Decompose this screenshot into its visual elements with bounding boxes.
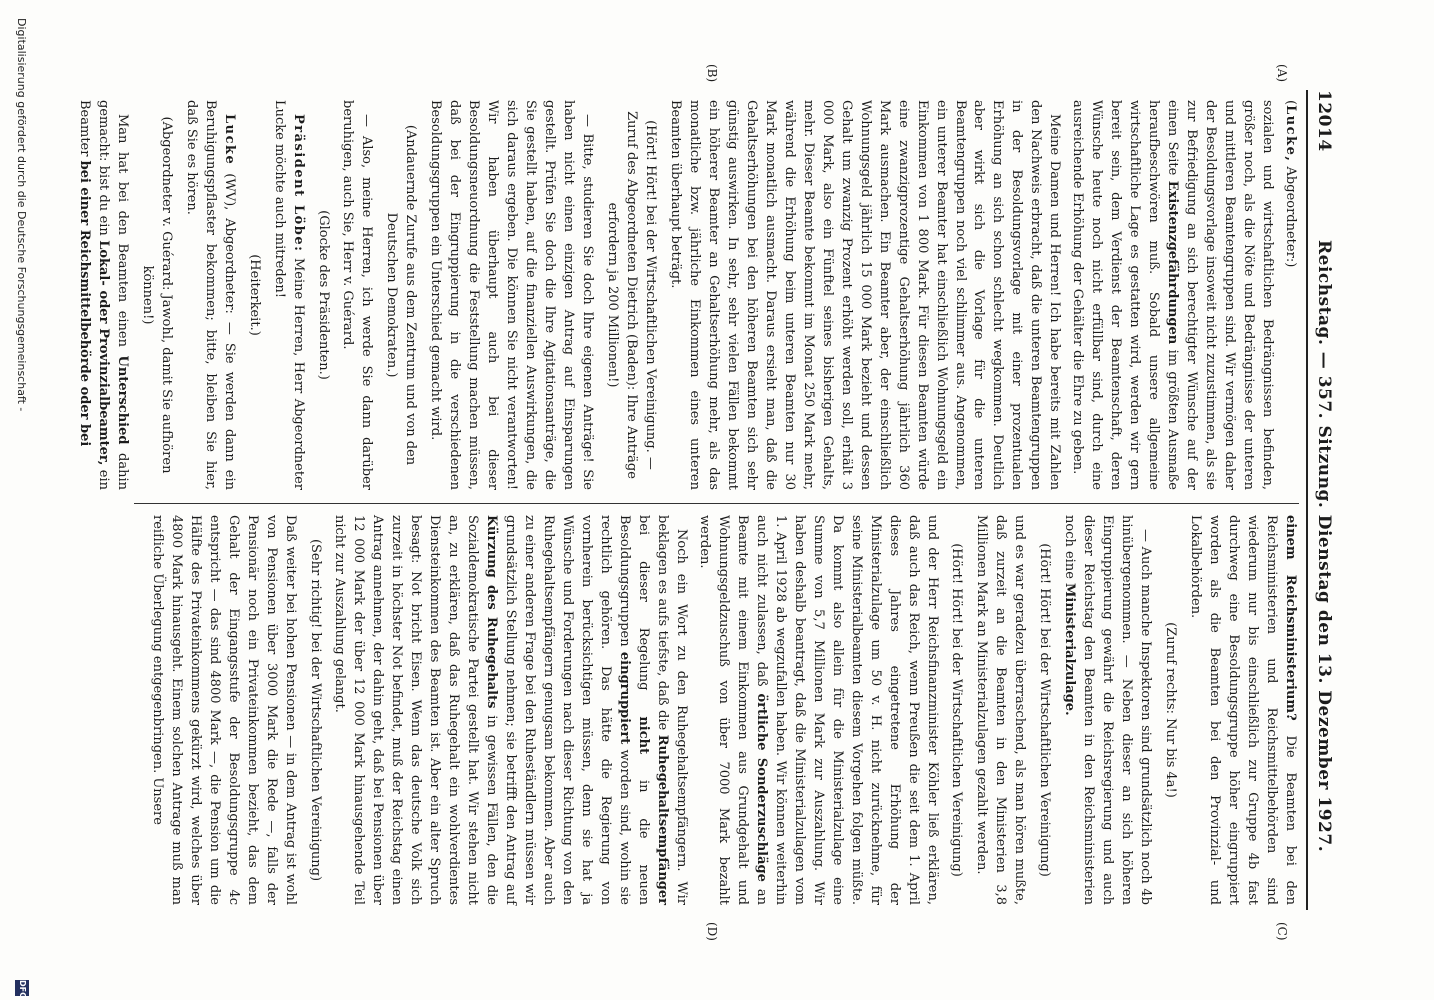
interjection: (Hört! Hört! bei der Wirtschaftlichen Vereinigung) (1037, 543, 1053, 877)
right-column (134, 515, 1299, 905)
paragraph-text: in die neuen Besoldungsgruppen (617, 515, 651, 905)
emphasis: örtliche Sonderzuschläge (753, 693, 769, 882)
interjection: (Hört! Hört! bei der Wirtschaftlichen Vereinigung. — Zuruf des Abgeordneten Dietrich (Baden): Ihre Anträge erfordern ja 200 Millionen!) (605, 111, 659, 479)
paragraph-text: (WV), Abgeordneter: — Sie werden dann ein Beruhigungspflaster bekommen; bitte, bleiben Sie hier, daß Sie es hören. (183, 100, 237, 490)
paragraph-text: — Auch manche Inspektoren sind grundsätzlich noch 4b hinübergenommen. — Neben dieser an sich höheren Eingruppierung gewährt die Reichsregierung und auch dieser Reichstag den Beamten in den Reichsministerien noch eine (1062, 515, 1154, 905)
paragraph (694, 515, 941, 905)
paragraph-text: ein Beamter (76, 100, 111, 490)
interjection: (Hört! Hört! bei der Wirtschaftlichen Vereinigung) (949, 543, 965, 877)
emphasis: einem Reichsministerium? (1283, 515, 1298, 721)
paragraph (1185, 515, 1299, 905)
paragraph (74, 100, 131, 490)
digitization-credit (10, 0, 30, 1000)
header-rule (1306, 90, 1308, 910)
paragraph-text: in gewissen Fällen, den die Sozialdemokratische Partei gestellt hat. Wir stehen nicht an, zu erklären, daß das Ruhegehalt ein wohlverdientes Diensteinkommen des Beamten ist. Aber ein alter Spruch besagt: Not bricht Eisen. Wenn das deutsche Volk sich zurzeit in höchster Not befindet, muß der Reichstag einen Antrag annehmen, der dahin geht, daß bei Pensionen über 12 000 Mark der über 12 000 Mark hinausgehende Teil nicht zur Auszahlung gelangt. (332, 515, 500, 905)
paragraph-text: dahin gemacht: bist du ein (95, 100, 130, 490)
paragraph (269, 100, 307, 490)
paragraph (330, 515, 690, 905)
interjection: (Glocke des Präsidenten.) (315, 210, 331, 380)
emphasis: bei einer Reichsmittelbehörde oder bei (76, 160, 92, 447)
emphasis: Kürzung des Ruhegehalts (484, 515, 500, 709)
speaker-name: Lucke (221, 114, 237, 166)
emphasis: Lokal- oder Provinzialbeamter, (95, 240, 111, 466)
dfg-logo: DFG (15, 980, 29, 996)
speaker-name: Lucke, (1283, 105, 1298, 163)
paragraph-text: und der Herr Reichsfinanzminister Köhler ließ erklären, daß auch das Reich, wenn Preußen die seit dem 1. April dieses Jahres eingetretene Erhöhung der Ministerialzulage um 50 v. H. nicht zurücknehme, für seine Ministerialbeamten diesem Vorgehen folgen müßte. Da kommt also allein für die Ministerialzulage eine Summe von 5,7 Millionen Mark zur Auszahlung. Wir haben deshalb beantragt, daß die Ministerialzulagen vom 1. April 1928 ab wegzufallen haben. Wir können weiterhin auch nicht zulassen, daß (753, 515, 940, 905)
speaker-name: Präsident Löbe: (290, 114, 306, 253)
paragraph-text: bei dieser Regelung (636, 515, 651, 691)
interjection: (Heiterkeit.) (246, 254, 262, 336)
paragraph (1059, 515, 1154, 905)
left-column (76, 100, 1299, 491)
paragraph-text: Man hat bei den Beamten einen (114, 114, 130, 347)
emphasis: eingruppiert (617, 651, 633, 745)
paragraph: — Also, meine Herren, ich werde Sie dann darüber beruhigen, auch Sie, Herr v. Guérard. (340, 100, 375, 490)
paragraph (181, 100, 238, 490)
paragraph: — Bitte, studieren Sie doch Ihre eigenen Anträge! Sie haben nicht einen einzigen Antrag auf Einsparungen gestellt. Prüfen Sie doch die Ihre Agitationsanträge, die Sie gestellt haben, auf die finanziellen Auswirkungen, die sich daraus ergeben. Die können Sie nicht verantworten! Wir haben überhaupt auch bei dieser Besoldungsneuordnung die Feststellung machen müssen, daß bei der Eingruppierung in die verschiedenen Besoldungsgruppen ein Unterschied gemacht wird. (428, 100, 596, 490)
paragraph-text: an Beamte mit einem Einkommen aus Grundgehalt und Wohnungsgeldzuschuß von über 7000 Mark bezahlt werden. (696, 515, 769, 905)
speaker-role: Abgeordneter: (1283, 166, 1298, 263)
emphasis: Existenzgefährdungen (1165, 180, 1181, 345)
paragraph-text: Die Beamten bei den Reichsministerien und Reichsmittelbehörden sind wiederum nur bis einschließlich zur Gruppe 4b fast durchweg eine Besoldungsgruppe höher eingruppiert worden als die Beamten bei den Provinzial- und Lokalbehörden. (1188, 515, 1298, 905)
emphasis: nicht (636, 716, 651, 755)
paragraph: Meine Damen und Herren! Ich habe bereits mit Zahlen den Nachweis erbracht, daß die unteren Beamtengruppen in der Besoldungsvorlage mit einer prozentualen Erhöhung an sich schon schlecht wegkommen. Deutlich aber wirkt sich die Vorlage für die unteren Beamtengruppen noch viel schlimmer aus. Angenommen, ein unterer Beamter hat einschließlich Wohnungsgeld ein Einkommen von 1 800 Mark. Für diesen Beamten würde eine zwanzigprozentige Gehaltserhöhung jährlich 360 Mark ausmachen. Ein Beamter aber, der einschließlich Wohnungsgeld jährlich 15 000 Mark bezieht und dessen Gehalt um zwanzig Prozent erhöht werden soll, erhält 3 000 Mark, also ein Fünftel seines bisherigen Gehalts, mehr. Dieser Beamte bekommt im Monat 250 Mark mehr, während die Erhöhung beim unteren Beamten nur 30 Mark monatlich ausmacht. Daraus ersieht man, daß die Gehaltserhöhungen bei den höheren Beamten sich sehr günstig auswirken. In sehr, sehr vielen Fällen bekommt ein höherer Beamter an Gehaltserhöhung mehr, als das monatliche bzw. jährliche Einkommen eines unteren Beamten überhaupt beträgt. (668, 100, 1063, 490)
column-divider (134, 503, 1299, 504)
page-title: Reichstag. — 357. Sitzung. Dienstag den 13. Dezember 1927. (1314, 240, 1334, 853)
paragraph: Daß weiter bei hohen Pensionen — in dem Antrag ist wohl von Pensionen über 3000 Mark die Rede —, falls der Pensionär noch ein Privateinkommen bezieht, das dem Gehalt der Eingangsstufe der Besoldungsgruppe 4c entspricht — das sind 4800 Mark —, die Pension um die Hälfte des Privateinkommens gekürzt wird, welches über 4800 Mark hinausgeht. Einem solchen Antrage muß man reifliche Überlegung entgegenbringen. Unsere (149, 515, 298, 905)
page-number: 12014 (1314, 90, 1334, 152)
paragraph: und es war geradezu überraschend, als man hören mußte, daß zurzeit an die Beamten in den Ministerien 3,8 Millionen Mark an Ministerialzulagen gezahlt werden. (974, 515, 1028, 905)
emphasis: Ruhegehaltsempfänger (654, 734, 670, 906)
paragraph-text: sozialen und wirtschaftlichen Bedrängnissen befinden, größer noch, als die Nöte und Bedrängnisse der unteren und mittleren Beamtengruppen sind. Wir vermögen daher der Besoldungsvorlage insoweit nicht zuzustimmen, als sie zur Befriedigung an sich berechtigter Wünsche auf der einen Seite (1165, 100, 1276, 490)
paragraph-text: Noch ein Wort zu den Ruhegehaltsempfängern. Wir beklagen es aufs tiefste, daß die (654, 515, 689, 905)
credit-text: Digitalisierung gefördert durch die Deutsche Forschungsgemeinschaft - (15, 18, 28, 412)
margin-mark-c: (C) (1275, 922, 1289, 941)
margin-mark-a: (A) (1275, 64, 1289, 83)
paragraph-text: im größten Ausmaße heraufbeschwören muß. Sobald unsere allgemeine wirtschaftliche Lage es gestatten wird, werden wir gern bereit sein, dem Verdienst der Beamtenschaft, deren Wünsche heute noch nicht erfüllbar sind, durch eine ausreichende Erhöhung der Gehälter die Ehre zu geben. (1070, 100, 1181, 490)
emphasis: Unterschied (114, 355, 130, 445)
page-header (1310, 90, 1334, 910)
interjection: (Zuruf rechts: Nur bis 4a!) (1163, 622, 1179, 798)
interjection: (Abgeordneter v. Guérard: Jawohl, damit Sie aufhören können!) (139, 116, 174, 474)
paragraph: (Lucke, Abgeordneter:) (1283, 100, 1298, 268)
paragraph-text: worden sind, wohin sie rechtlich gehören. Das hätte die Regierung von vornherein berücksichtigen müssen, denn sie hat ja Wünsche und Forderungen nach dieser Richtung von den Ruhegehaltsempfängern genugsam bekommen. Aber auch zu einer anderen Frage bei den Ruheständlern müssen wir grundsätzlich Stellung nehmen; sie betrifft den Antrag auf (503, 515, 633, 906)
margin-mark-d: (D) (705, 922, 719, 941)
margin-mark-b: (B) (705, 64, 719, 83)
interjection: (Andauernde Zurufe aus dem Zentrum und von den Deutschen Demokraten.) (384, 124, 419, 466)
paragraph-text: Meine Herren, Herr Abgeordneter Lucke möchte auch mitreden! (271, 100, 306, 491)
paragraph (1067, 100, 1276, 490)
interjection: (Sehr richtig! bei der Wirtschaftlichen Vereinigung) (307, 538, 323, 882)
emphasis: Ministerialzulage. (1062, 583, 1078, 716)
